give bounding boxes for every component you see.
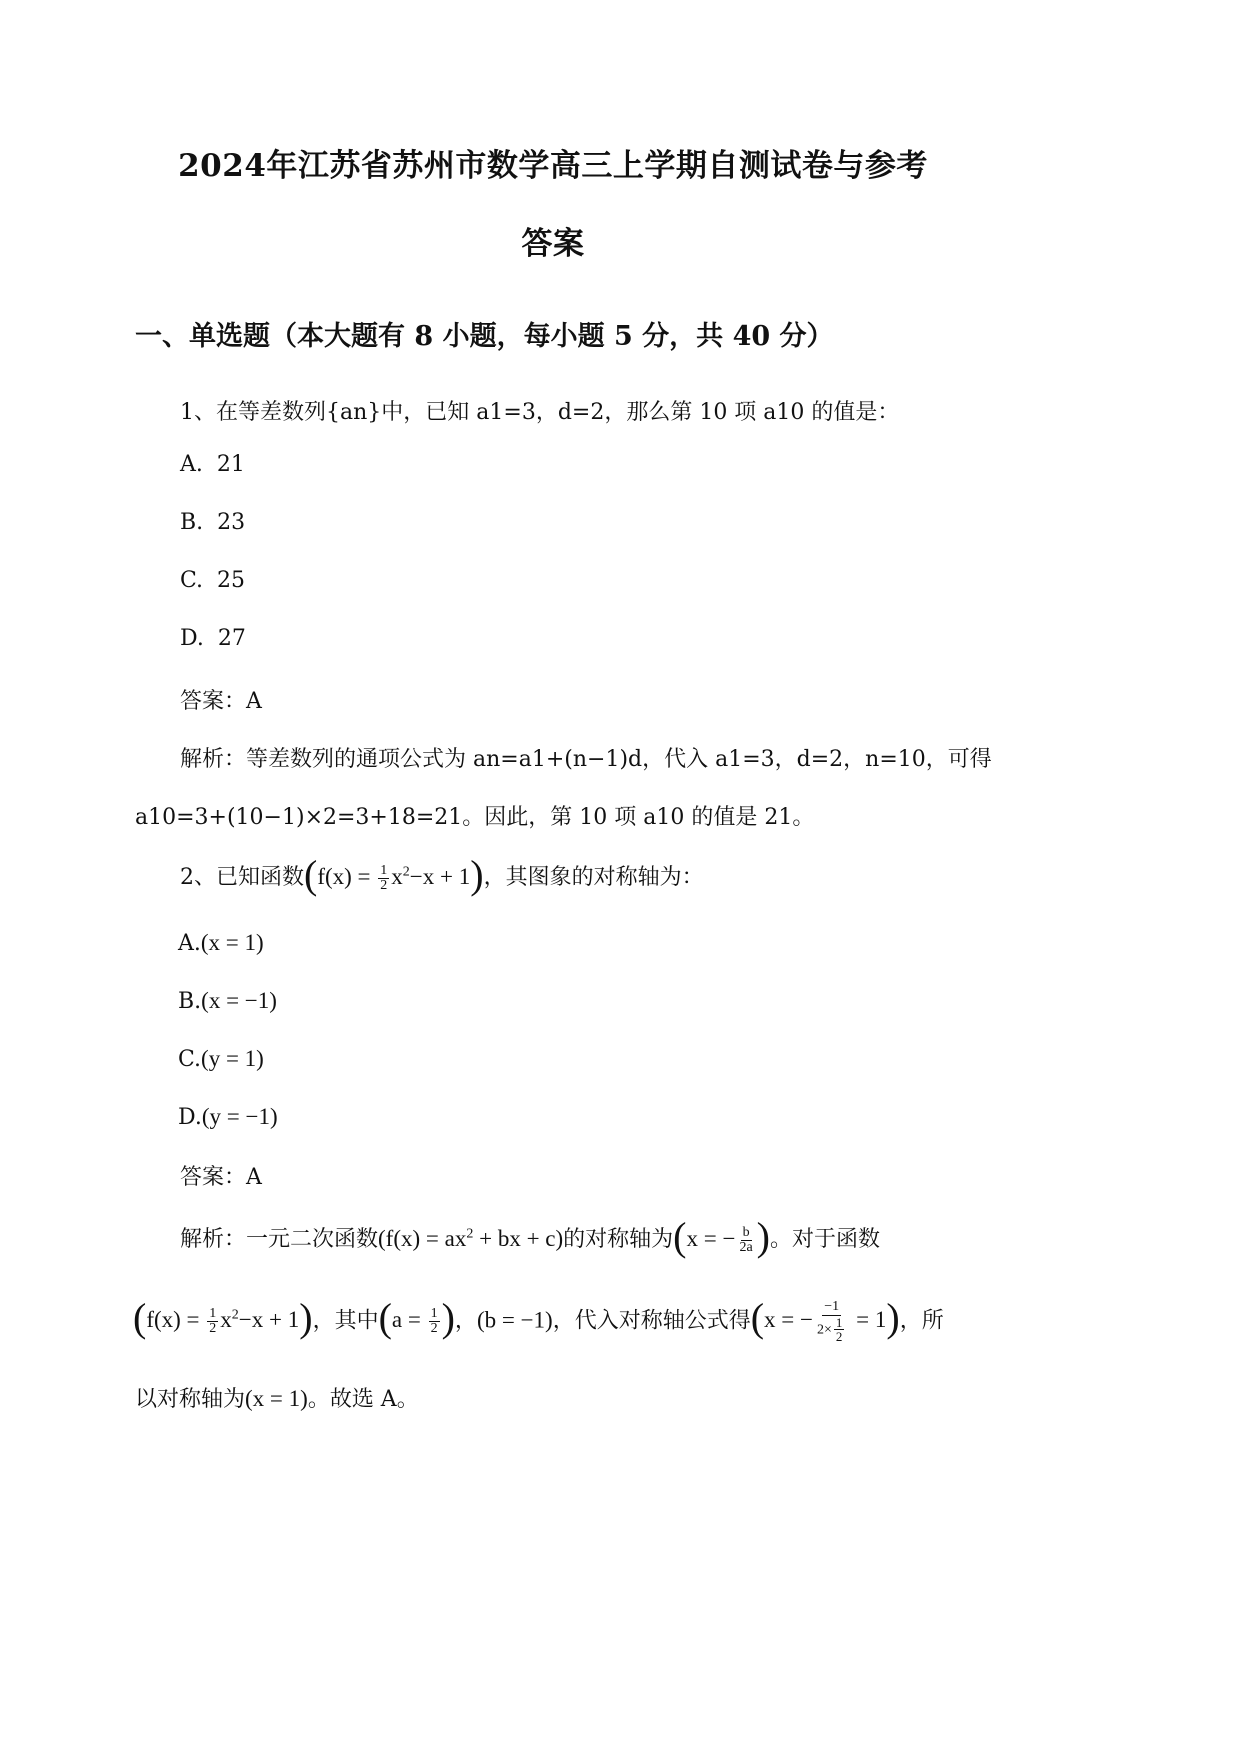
func-x: x	[220, 1307, 232, 1333]
stem-prefix: 2、已知函数	[180, 865, 304, 890]
analysis-prefix: 以对称轴为	[135, 1387, 246, 1412]
option-text: (x = −1)	[201, 988, 277, 1013]
q1-analysis-line2: a10=3+(10−1)×2=3+18=21。因此，第 10 项 a10 的值是 21。	[135, 805, 815, 830]
frac-num: −1	[824, 1299, 840, 1314]
q1-option-a	[180, 452, 245, 477]
axis-calculation: (x = − −1 2× $\frac{1}{2}$ = 1)	[750, 1295, 900, 1345]
q2-answer: 答案：A	[180, 1165, 262, 1190]
calc-lhs: x = −	[764, 1307, 813, 1333]
frac-num: 1	[430, 1305, 438, 1321]
func-lhs: f(x) =	[146, 1307, 206, 1333]
fraction-b-over-2a	[737, 1226, 754, 1256]
option-letter: C.	[178, 1047, 202, 1072]
func-rhs: −x + 1	[238, 1307, 300, 1333]
option-letter: D.	[178, 1105, 202, 1130]
frac-den: 2× $\frac{1}{2}$	[817, 1314, 843, 1345]
axis-result: (x = 1)	[245, 1386, 308, 1411]
stem-suffix: ，其图象的对称轴为：	[483, 865, 704, 890]
q1-analysis-line1: 解析：等差数列的通项公式为 an=a1+(n−1)d，代入 a1=3，d=2，n=10，可得	[180, 747, 992, 772]
comma: ，	[454, 1308, 477, 1334]
frac-num: 1	[209, 1305, 217, 1321]
option-text: 27	[217, 626, 246, 651]
q1-option-c	[180, 568, 245, 593]
frac-den: 2a	[739, 1240, 753, 1256]
calc-rhs: = 1	[850, 1307, 887, 1333]
page-title-line2: 答案	[521, 226, 585, 262]
q2-analysis-line3	[135, 1382, 419, 1413]
q2-option-d	[178, 1104, 278, 1130]
func-rhs: −x + 1	[409, 864, 471, 889]
fraction-half-small: $\frac{1}{2}$	[835, 1314, 843, 1345]
analysis-suffix: ，所	[899, 1308, 944, 1334]
option-letter: A.	[178, 931, 201, 956]
a-value: (a = $\frac{1}{2}$ )	[378, 1295, 455, 1341]
option-text: 21	[216, 452, 245, 477]
frac-den: 2	[430, 1321, 438, 1337]
option-letter: C.	[180, 568, 204, 593]
fraction-calc	[815, 1300, 848, 1344]
fraction-half	[429, 1307, 440, 1337]
gen-b: + bx + c)	[473, 1226, 564, 1251]
option-text: (x = 1)	[200, 930, 264, 955]
exponent: 2	[402, 864, 410, 880]
q1-option-b	[180, 510, 245, 535]
q1-option-d	[180, 626, 246, 651]
question-1-stem: 1、在等差数列{an}中，已知 a1=3，d=2，那么第 10 项 a10 的值是：	[180, 400, 900, 425]
analysis-suffix: 。对于函数	[770, 1227, 881, 1252]
function-expression: (f(x) = $\frac{1}{2}$ $x^2-x + 1$)	[133, 1295, 313, 1341]
q2-option-a	[178, 930, 264, 956]
option-text: (y = 1)	[201, 1046, 264, 1071]
where-text: ，其中	[312, 1308, 379, 1334]
q2-analysis-line1	[180, 1214, 881, 1259]
option-letter: D.	[180, 626, 204, 651]
option-text: 23	[217, 510, 246, 535]
axis-lhs: x = −	[686, 1226, 736, 1251]
analysis-suffix: 。故选 A。	[307, 1387, 419, 1412]
a-lhs: a =	[391, 1307, 427, 1333]
function-expression: (f(x) = $\frac{1}{2}$ $x^2-x + 1$)	[304, 852, 484, 897]
q2-option-b	[178, 988, 277, 1014]
general-quadratic	[378, 1226, 563, 1251]
frac-num: b	[742, 1224, 750, 1240]
gen-a: (f(x) = ax	[378, 1226, 467, 1251]
frac-den: 2	[209, 1321, 217, 1337]
axis-formula: (x = − $\frac{b}{2a}$ )	[673, 1214, 770, 1259]
analysis-prefix: 解析：一元二次函数	[180, 1227, 379, 1252]
option-letter: B.	[180, 510, 204, 535]
option-letter: A.	[180, 452, 203, 477]
fraction-half	[207, 1307, 218, 1337]
frac-num: 1	[380, 862, 388, 878]
option-letter: B.	[178, 989, 202, 1014]
question-2-stem	[180, 852, 704, 897]
q1-answer: 答案：A	[180, 689, 262, 714]
b-value: (b = −1)	[476, 1307, 553, 1333]
frac-den: 2	[380, 878, 388, 894]
func-lhs: f(x) =	[317, 864, 377, 889]
exponent: 2	[466, 1226, 474, 1242]
exponent: 2	[231, 1307, 239, 1323]
option-text: (y = −1)	[201, 1104, 278, 1129]
fraction-half	[378, 864, 389, 894]
analysis-mid: 的对称轴为	[563, 1227, 674, 1252]
func-x: x	[391, 864, 403, 889]
option-text: 25	[217, 568, 246, 593]
substitute-text: ，代入对称轴公式得	[552, 1308, 751, 1334]
section-heading: 一、单选题（本大题有 8 小题，每小题 5 分，共 40 分）	[135, 321, 834, 352]
q2-option-c	[178, 1046, 264, 1072]
q2-analysis-line2	[133, 1295, 944, 1345]
page-title: 2024年江苏省苏州市数学高三上学期自测试卷与参考	[178, 148, 928, 184]
